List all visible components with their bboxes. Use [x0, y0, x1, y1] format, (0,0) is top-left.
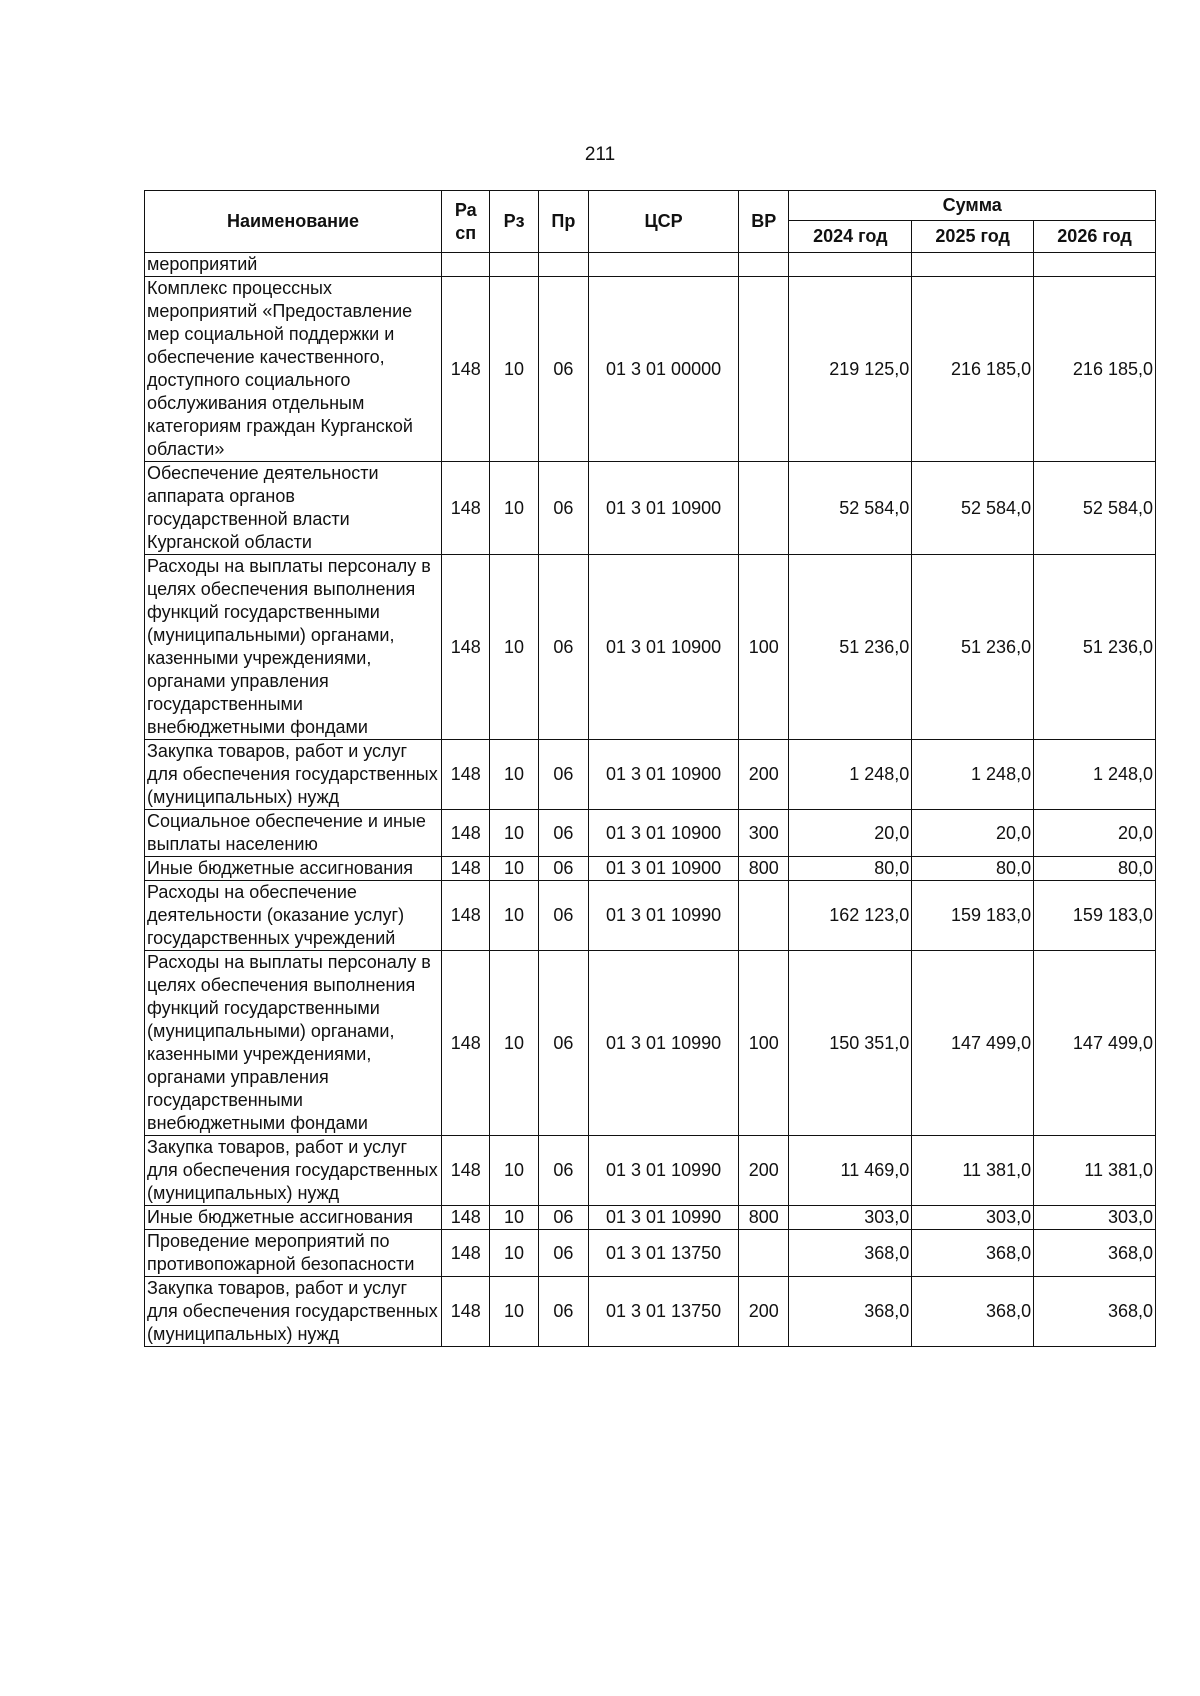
table-row — [145, 740, 1156, 810]
table-row — [145, 1136, 1156, 1206]
row-rasp: 148 — [442, 740, 490, 810]
row-csr: 01 3 01 10900 — [589, 810, 739, 857]
table-row — [145, 810, 1156, 857]
row-name: Закупка товаров, работ и услуг для обеспечения государственных (муниципальных) нужд — [145, 1136, 442, 1206]
row-rasp: 148 — [442, 810, 490, 857]
row-csr: 01 3 01 13750 — [589, 1277, 739, 1347]
row-name: Расходы на выплаты персоналу в целях обеспечения выполнения функций государственными (муниципальными) органами, казенными учреждениями, органами управления государственными внебюджетными фондами — [145, 951, 442, 1136]
table-header — [145, 191, 1156, 253]
row-vr — [739, 881, 789, 951]
row-sum-2025: 368,0 — [912, 1277, 1034, 1347]
row-sum-2025: 147 499,0 — [912, 951, 1034, 1136]
row-rz: 10 — [490, 740, 538, 810]
row-sum-2024: 162 123,0 — [789, 881, 912, 951]
row-vr: 200 — [739, 1136, 789, 1206]
header-year-2025: 2025 год — [912, 221, 1034, 253]
row-sum-2025: 11 381,0 — [912, 1136, 1034, 1206]
row-csr: 01 3 01 10990 — [589, 881, 739, 951]
table-row — [145, 1206, 1156, 1230]
row-rasp: 148 — [442, 1230, 490, 1277]
row-sum-2026 — [1034, 253, 1156, 277]
header-sum: Сумма — [789, 191, 1156, 221]
row-sum-2026: 80,0 — [1034, 857, 1156, 881]
row-sum-2026: 147 499,0 — [1034, 951, 1156, 1136]
row-vr — [739, 253, 789, 277]
row-pr: 06 — [538, 740, 588, 810]
row-csr: 01 3 01 10990 — [589, 951, 739, 1136]
row-sum-2025: 159 183,0 — [912, 881, 1034, 951]
budget-table — [144, 190, 1156, 1347]
row-sum-2026: 368,0 — [1034, 1277, 1156, 1347]
row-sum-2024: 150 351,0 — [789, 951, 912, 1136]
row-sum-2024: 368,0 — [789, 1230, 912, 1277]
row-pr: 06 — [538, 810, 588, 857]
row-vr: 100 — [739, 951, 789, 1136]
row-sum-2026: 303,0 — [1034, 1206, 1156, 1230]
row-sum-2024 — [789, 253, 912, 277]
row-csr: 01 3 01 10990 — [589, 1206, 739, 1230]
header-pr: Пр — [538, 191, 588, 253]
row-sum-2024: 368,0 — [789, 1277, 912, 1347]
table-row — [145, 462, 1156, 555]
row-pr: 06 — [538, 951, 588, 1136]
header-year-2026: 2026 год — [1034, 221, 1156, 253]
row-rasp: 148 — [442, 951, 490, 1136]
row-sum-2024: 303,0 — [789, 1206, 912, 1230]
row-sum-2024: 80,0 — [789, 857, 912, 881]
table-row — [145, 857, 1156, 881]
row-pr: 06 — [538, 1206, 588, 1230]
row-sum-2025: 80,0 — [912, 857, 1034, 881]
row-sum-2024: 219 125,0 — [789, 277, 912, 462]
row-pr: 06 — [538, 555, 588, 740]
header-csr: ЦСР — [589, 191, 739, 253]
row-rz: 10 — [490, 555, 538, 740]
page-number: 211 — [584, 144, 616, 165]
row-name: мероприятий — [145, 253, 442, 277]
row-rz: 10 — [490, 810, 538, 857]
row-rz: 10 — [490, 1230, 538, 1277]
row-csr: 01 3 01 10900 — [589, 857, 739, 881]
row-csr: 01 3 01 10900 — [589, 462, 739, 555]
row-sum-2025 — [912, 253, 1034, 277]
row-csr: 01 3 01 10900 — [589, 740, 739, 810]
row-csr: 01 3 01 10990 — [589, 1136, 739, 1206]
row-vr — [739, 462, 789, 555]
row-sum-2026: 216 185,0 — [1034, 277, 1156, 462]
header-rz: Рз — [490, 191, 538, 253]
table-row — [145, 277, 1156, 462]
row-rz — [490, 253, 538, 277]
row-vr: 200 — [739, 1277, 789, 1347]
row-sum-2026: 52 584,0 — [1034, 462, 1156, 555]
row-sum-2025: 368,0 — [912, 1230, 1034, 1277]
row-rz: 10 — [490, 277, 538, 462]
row-pr: 06 — [538, 1277, 588, 1347]
row-csr: 01 3 01 00000 — [589, 277, 739, 462]
row-pr — [538, 253, 588, 277]
row-vr — [739, 277, 789, 462]
row-pr: 06 — [538, 1136, 588, 1206]
row-pr: 06 — [538, 857, 588, 881]
row-rz: 10 — [490, 1277, 538, 1347]
row-vr: 200 — [739, 740, 789, 810]
row-rasp: 148 — [442, 881, 490, 951]
row-csr: 01 3 01 10900 — [589, 555, 739, 740]
row-pr: 06 — [538, 462, 588, 555]
table-row — [145, 1230, 1156, 1277]
table-row — [145, 1277, 1156, 1347]
row-vr — [739, 1230, 789, 1277]
row-sum-2025: 51 236,0 — [912, 555, 1034, 740]
row-name: Закупка товаров, работ и услуг для обеспечения государственных (муниципальных) нужд — [145, 1277, 442, 1347]
row-csr: 01 3 01 13750 — [589, 1230, 739, 1277]
row-vr: 800 — [739, 1206, 789, 1230]
row-name: Иные бюджетные ассигнования — [145, 857, 442, 881]
row-name: Социальное обеспечение и иные выплаты населению — [145, 810, 442, 857]
row-sum-2024: 11 469,0 — [789, 1136, 912, 1206]
row-rz: 10 — [490, 1206, 538, 1230]
row-vr: 300 — [739, 810, 789, 857]
row-name: Расходы на выплаты персоналу в целях обеспечения выполнения функций государственными (муниципальными) органами, казенными учреждениями, органами управления государственными внебюджетными фондами — [145, 555, 442, 740]
row-rasp: 148 — [442, 462, 490, 555]
row-rasp: 148 — [442, 1206, 490, 1230]
row-rasp: 148 — [442, 555, 490, 740]
row-name: Комплекс процессных мероприятий «Предоставление мер социальной поддержки и обеспечение качественного, доступного социального обслуживания отдельным категориям граждан Курганской области» — [145, 277, 442, 462]
row-rz: 10 — [490, 881, 538, 951]
row-sum-2026: 1 248,0 — [1034, 740, 1156, 810]
table-row — [145, 951, 1156, 1136]
row-rasp: 148 — [442, 1277, 490, 1347]
row-rz: 10 — [490, 1136, 538, 1206]
row-name: Проведение мероприятий по противопожарной безопасности — [145, 1230, 442, 1277]
row-sum-2026: 11 381,0 — [1034, 1136, 1156, 1206]
header-name: Наименование — [145, 191, 442, 253]
table-row — [145, 253, 1156, 277]
row-vr: 800 — [739, 857, 789, 881]
row-sum-2024: 52 584,0 — [789, 462, 912, 555]
row-rz: 10 — [490, 857, 538, 881]
header-vr: ВР — [739, 191, 789, 253]
row-sum-2025: 1 248,0 — [912, 740, 1034, 810]
row-name: Обеспечение деятельности аппарата органов государственной власти Курганской области — [145, 462, 442, 555]
row-rasp: 148 — [442, 857, 490, 881]
row-sum-2024: 51 236,0 — [789, 555, 912, 740]
row-sum-2026: 159 183,0 — [1034, 881, 1156, 951]
row-pr: 06 — [538, 1230, 588, 1277]
row-sum-2024: 20,0 — [789, 810, 912, 857]
row-vr: 100 — [739, 555, 789, 740]
row-pr: 06 — [538, 881, 588, 951]
row-rasp: 148 — [442, 1136, 490, 1206]
table-body — [145, 253, 1156, 1347]
row-name: Расходы на обеспечение деятельности (оказание услуг) государственных учреждений — [145, 881, 442, 951]
row-sum-2025: 303,0 — [912, 1206, 1034, 1230]
row-rasp: 148 — [442, 277, 490, 462]
row-csr — [589, 253, 739, 277]
row-rasp — [442, 253, 490, 277]
row-sum-2025: 20,0 — [912, 810, 1034, 857]
row-sum-2026: 51 236,0 — [1034, 555, 1156, 740]
row-sum-2026: 20,0 — [1034, 810, 1156, 857]
row-sum-2025: 216 185,0 — [912, 277, 1034, 462]
row-name: Закупка товаров, работ и услуг для обеспечения государственных (муниципальных) нужд — [145, 740, 442, 810]
table-row — [145, 555, 1156, 740]
row-sum-2024: 1 248,0 — [789, 740, 912, 810]
row-name: Иные бюджетные ассигнования — [145, 1206, 442, 1230]
row-sum-2025: 52 584,0 — [912, 462, 1034, 555]
header-year-2024: 2024 год — [789, 221, 912, 253]
row-sum-2026: 368,0 — [1034, 1230, 1156, 1277]
row-rz: 10 — [490, 951, 538, 1136]
header-rasp: Ра сп — [442, 191, 490, 253]
table-row — [145, 881, 1156, 951]
row-rz: 10 — [490, 462, 538, 555]
row-pr: 06 — [538, 277, 588, 462]
